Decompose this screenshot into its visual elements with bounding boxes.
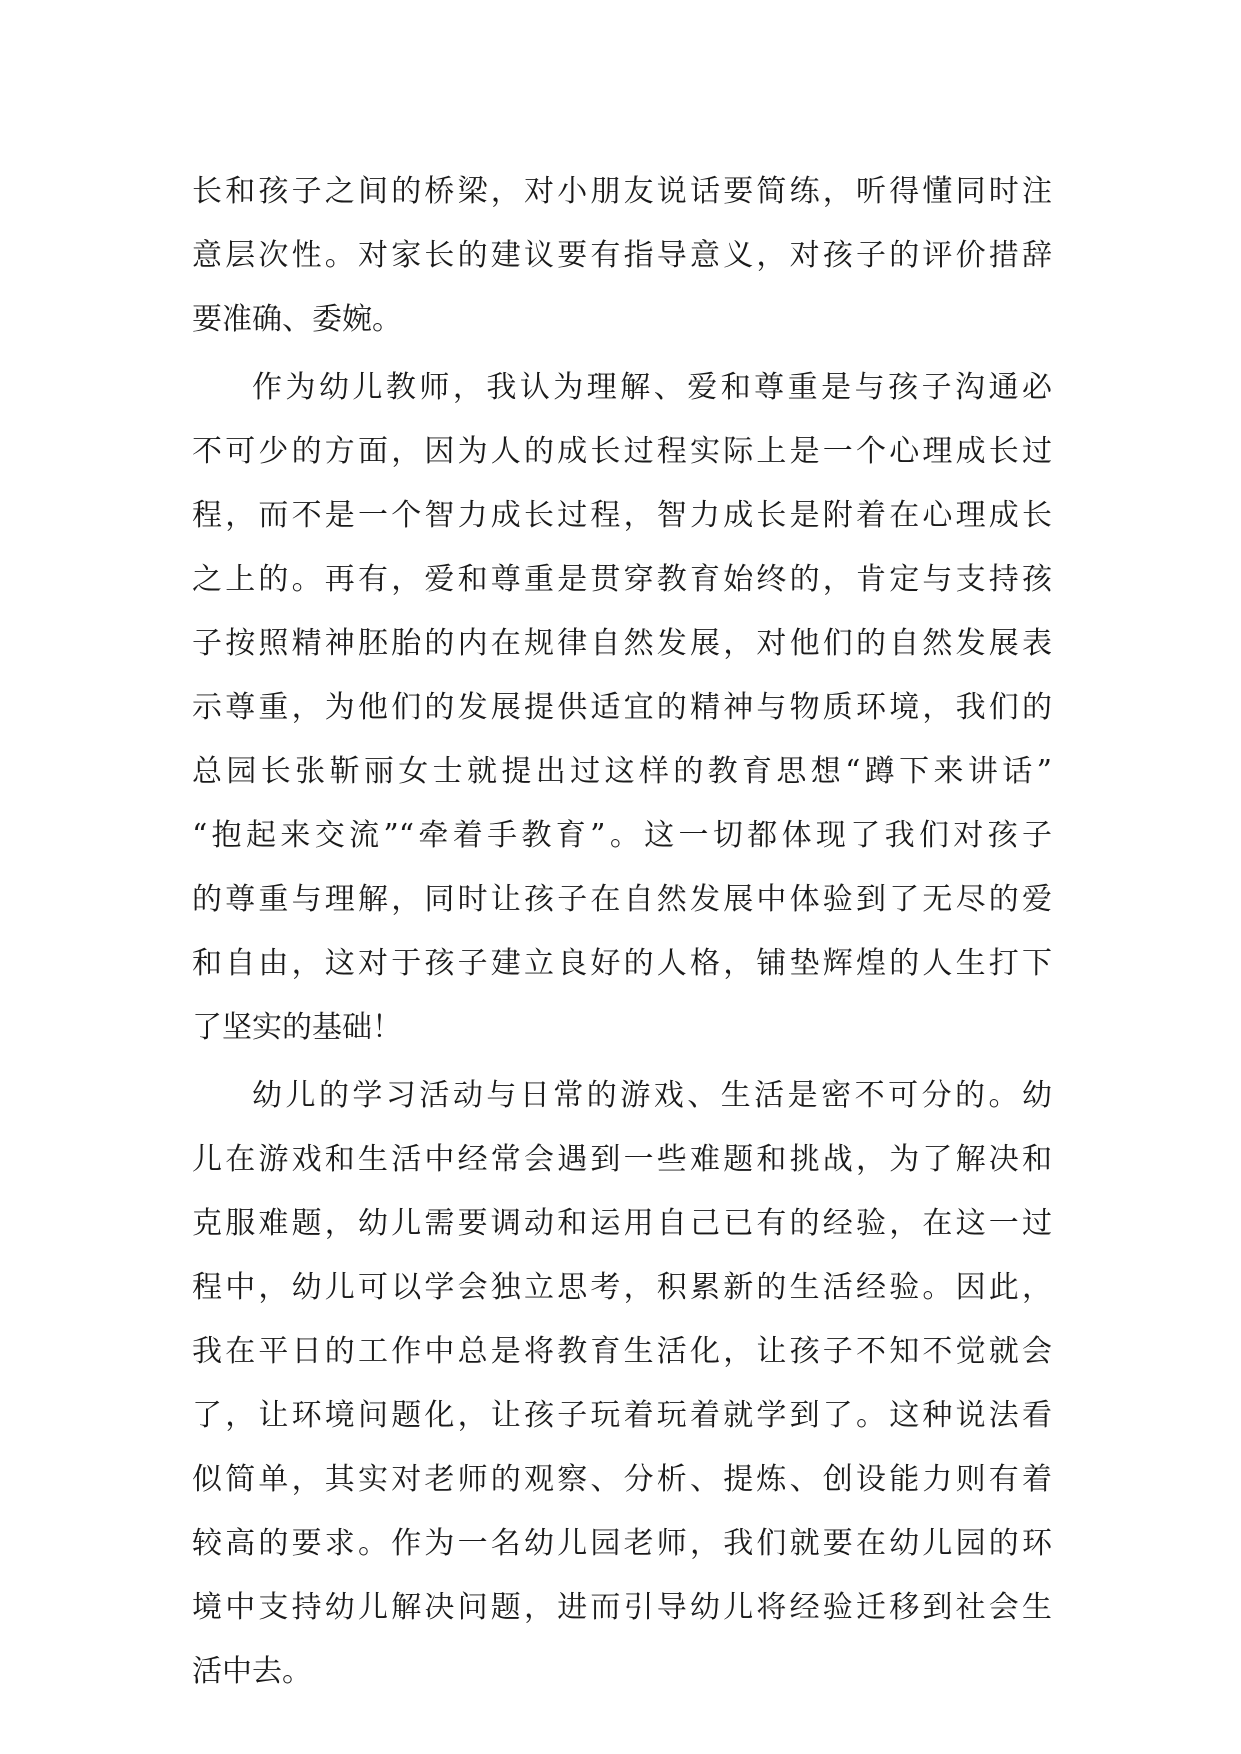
paragraph-2-line-10: 和自由，这对于孩子建立良好的人格，铺垫辉煌的人生打下 (192, 946, 1052, 981)
paragraph-2-line-1: 作为幼儿教师，我认为理解、爱和尊重是与孩子沟通必 (252, 370, 1052, 405)
paragraph-2-line-8: “抱起来交流”“牵着手教育”。这一切都体现了我们对孩子 (192, 818, 1052, 853)
paragraph-2-line-2: 不可少的方面，因为人的成长过程实际上是一个心理成长过 (192, 434, 1052, 469)
paragraph-2-line-7: 总园长张靳丽女士就提出过这样的教育思想“蹲下来讲话” (192, 754, 1052, 789)
paragraph-1-line-3: 要准确、委婉。 (192, 302, 402, 337)
paragraph-1-line-1: 长和孩子之间的桥梁，对小朋友说话要简练，听得懂同时注 (192, 174, 1052, 209)
paragraph-3-line-9: 境中支持幼儿解决问题，进而引导幼儿将经验迁移到社会生 (192, 1590, 1052, 1625)
paragraph-3-line-10: 活中去。 (192, 1654, 312, 1689)
paragraph-3-line-4: 程中，幼儿可以学会独立思考，积累新的生活经验。因此， (192, 1270, 1052, 1305)
paragraph-2-line-4: 之上的。再有，爱和尊重是贯穿教育始终的，肯定与支持孩 (192, 562, 1052, 597)
paragraph-3-line-8: 较高的要求。作为一名幼儿园老师，我们就要在幼儿园的环 (192, 1526, 1052, 1561)
paragraph-2-line-11: 了坚实的基础！ (192, 1010, 402, 1045)
paragraph-3-line-2: 儿在游戏和生活中经常会遇到一些难题和挑战，为了解决和 (192, 1142, 1052, 1177)
paragraph-3-line-3: 克服难题，幼儿需要调动和运用自己已有的经验，在这一过 (192, 1206, 1052, 1241)
paragraph-3-line-6: 了，让环境问题化，让孩子玩着玩着就学到了。这种说法看 (192, 1398, 1052, 1433)
paragraph-1-line-2: 意层次性。对家长的建议要有指导意义，对孩子的评价措辞 (192, 238, 1052, 273)
paragraph-2-line-5: 子按照精神胚胎的内在规律自然发展，对他们的自然发展表 (192, 626, 1052, 661)
paragraph-2-line-3: 程，而不是一个智力成长过程，智力成长是附着在心理成长 (192, 498, 1052, 533)
paragraph-2-line-6: 示尊重，为他们的发展提供适宜的精神与物质环境，我们的 (192, 690, 1052, 725)
paragraph-2-line-9: 的尊重与理解，同时让孩子在自然发展中体验到了无尽的爱 (192, 882, 1052, 917)
document-body (192, 160, 1052, 1704)
paragraph-3-line-5: 我在平日的工作中总是将教育生活化，让孩子不知不觉就会 (192, 1334, 1052, 1369)
paragraph-3-line-7: 似简单，其实对老师的观察、分析、提炼、创设能力则有着 (192, 1462, 1052, 1497)
paragraph-3-line-1: 幼儿的学习活动与日常的游戏、生活是密不可分的。幼 (252, 1078, 1052, 1113)
